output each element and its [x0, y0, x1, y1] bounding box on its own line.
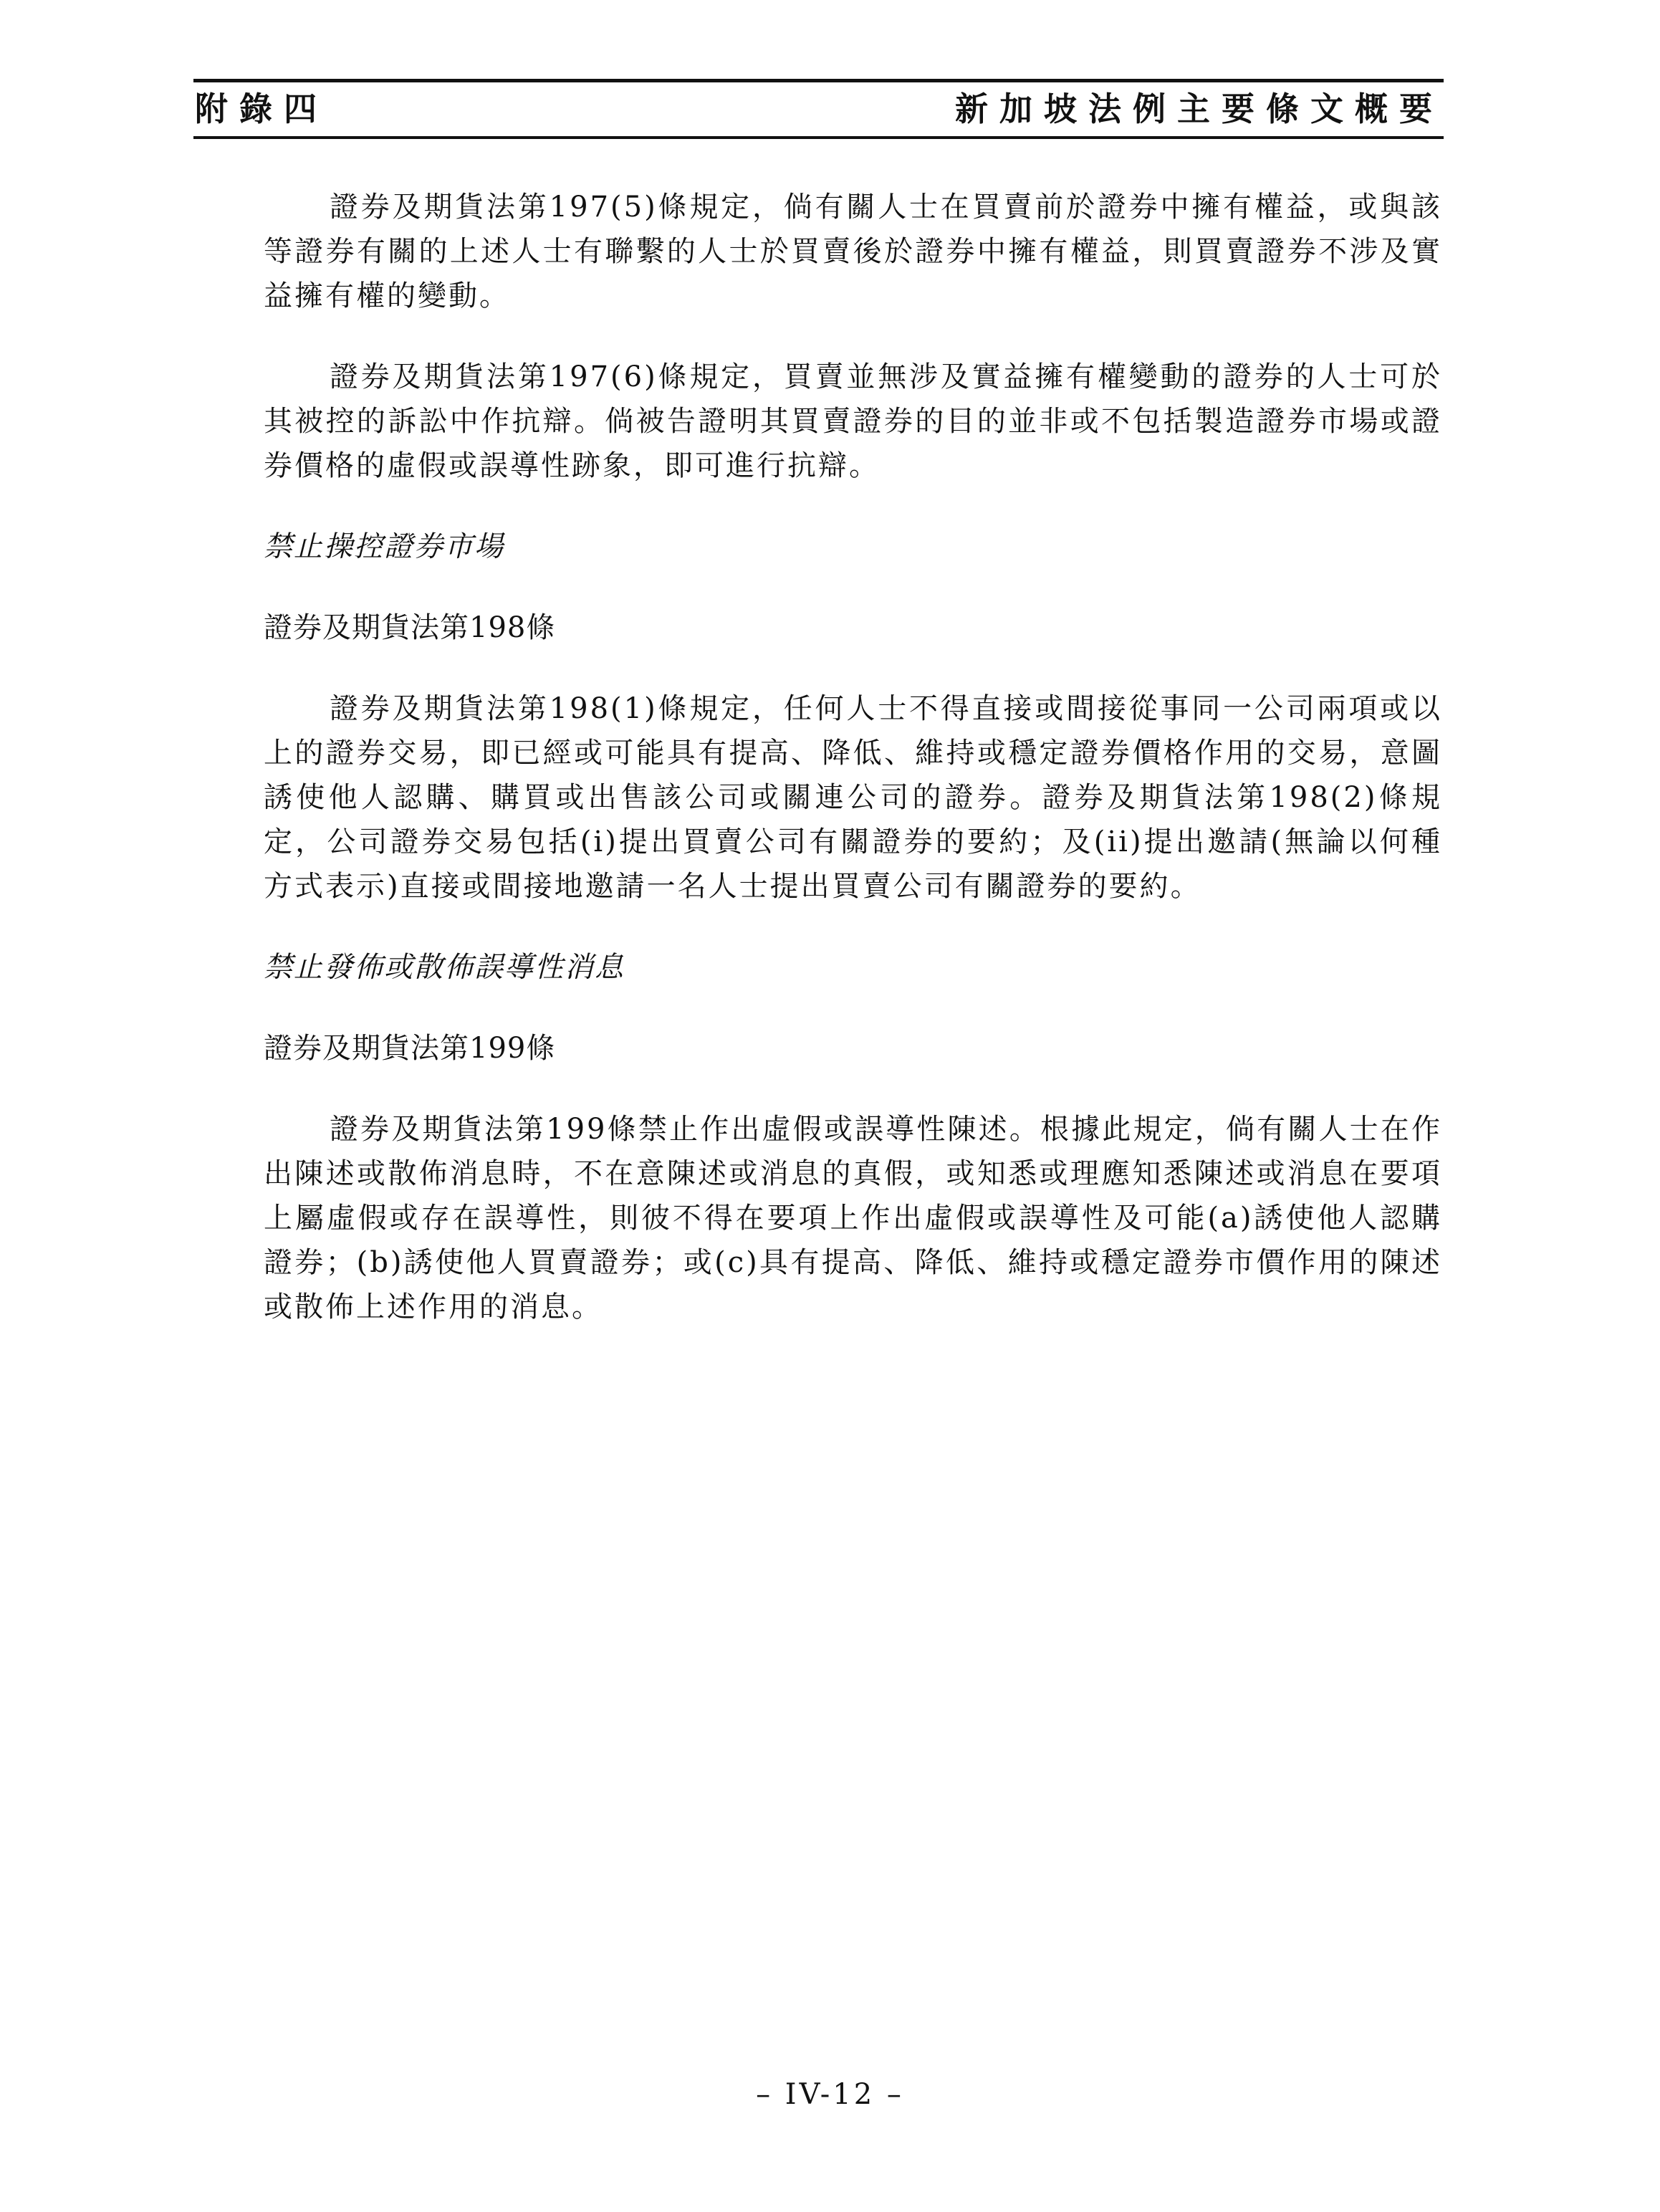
heading-market-manipulation: 禁止操控證券市場	[264, 530, 504, 563]
section-title: 新加坡法例主要條文概要	[955, 90, 1444, 128]
paragraph-199: 證券及期貨法第199條禁止作出虛假或誤導性陳述。根據此規定，倘有關人士在作出陳述或散佈消息時，不在意陳述或消息的真假，或知悉或理應知悉陳述或消息在要項上屬虛假或存在誤導性，則彼不得在要項上作出虛假或誤導性及可能(a)誘使他人認購證券；(b)誘使他人買賣證券；或(c)具有提高、降低、維持或穩定證券市價作用的陳述或散佈上述作用的消息。	[264, 1113, 1442, 1323]
section-label-198: 證券及期貨法第198條	[264, 611, 556, 644]
section-label-199: 證券及期貨法第199條	[264, 1032, 556, 1065]
paragraph-198: 證券及期貨法第198(1)條規定，任何人士不得直接或間接從事同一公司兩項或以上的證券交易，即已經或可能具有提高、降低、維持或穩定證券價格作用的交易，意圖誘使他人認購、購買或出售該公司或關連公司的證券。證券及期貨法第198(2)條規定，公司證券交易包括(i)提出買賣公司有關證券的要約；及(ii)提出邀請(無論以何種方式表示)直接或間接地邀請一名人士提出買賣公司有關證券的要約。	[264, 692, 1442, 903]
paragraph-197-5: 證券及期貨法第197(5)條規定，倘有關人士在買賣前於證券中擁有權益，或與該等證券有關的上述人士有聯繫的人士於買賣後於證券中擁有權益，則買賣證券不涉及實益擁有權的變動。	[264, 191, 1442, 312]
header-top-rule	[193, 79, 1444, 82]
page-number: – IV-12 –	[756, 2078, 904, 2111]
appendix-title: 附錄四	[195, 90, 328, 128]
header-bottom-rule	[193, 136, 1444, 139]
document-body	[264, 185, 1442, 1366]
paragraph-197-6: 證券及期貨法第197(6)條規定，買賣並無涉及實益擁有權變動的證券的人士可於其被控的訴訟中作抗辯。倘被告證明其買賣證券的目的並非或不包括製造證券市場或證券價格的虛假或誤導性跡象，即可進行抗辯。	[264, 360, 1442, 482]
heading-misleading-information: 禁止發佈或散佈誤導性消息	[264, 951, 625, 984]
